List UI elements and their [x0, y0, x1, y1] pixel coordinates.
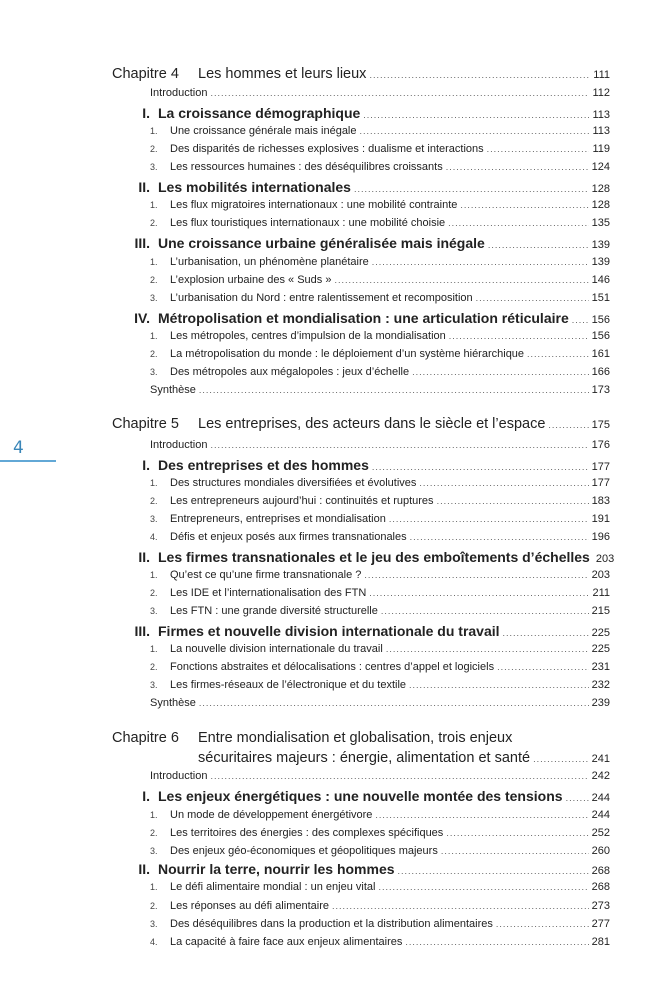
entry-number: 2.	[150, 828, 158, 838]
page-ref: 260	[591, 845, 610, 857]
entry-number: 2.	[150, 496, 158, 506]
toc-entry[interactable]	[150, 845, 610, 857]
page-ref: 191	[591, 513, 610, 525]
dot-leader	[334, 275, 588, 285]
section-numeral: III.	[134, 235, 150, 251]
entry-number: 1.	[150, 570, 158, 580]
entry-title: Des disparités de richesses explosives : dualisme et interactions	[170, 143, 484, 155]
toc-entry[interactable]	[150, 125, 610, 137]
entry-number: 1.	[150, 478, 158, 488]
section-title: Les firmes transnationales et le jeu des emboîtements d’échelles	[158, 549, 590, 565]
entry-number: 2.	[150, 275, 158, 285]
entry-title: Une croissance générale mais inégale	[170, 125, 357, 137]
dot-leader	[503, 628, 589, 638]
entry-number: 4.	[150, 532, 158, 542]
toc-entry[interactable]	[150, 531, 610, 543]
section-heading[interactable]	[108, 861, 610, 877]
page-ref: 176	[591, 439, 610, 451]
dot-leader	[437, 496, 589, 506]
entry-number: 1.	[150, 810, 158, 820]
section-title: Une croissance urbaine généralisée mais inégale	[158, 235, 485, 251]
entry-number: 1.	[150, 257, 158, 267]
chapter-label: Chapitre 4	[112, 66, 179, 82]
page-ref: 281	[591, 936, 610, 948]
entry-title: Des métropoles aux mégalopoles : jeux d’échelle	[170, 366, 410, 378]
dot-leader	[332, 901, 589, 911]
dot-leader	[533, 754, 589, 764]
toc-entry[interactable]	[150, 643, 610, 655]
entry-label: Introduction	[150, 770, 208, 782]
section-title: Nourrir la terre, nourrir les hommes	[158, 861, 395, 877]
dot-leader	[496, 919, 589, 929]
page-ref: 196	[591, 531, 610, 543]
page-ref: 146	[591, 274, 610, 286]
dot-leader	[369, 70, 590, 80]
dot-leader	[448, 218, 588, 228]
page-ref: 166	[591, 366, 610, 378]
page-ref: 173	[591, 384, 610, 396]
dot-leader	[375, 810, 588, 820]
page-ref: 241	[591, 753, 610, 765]
dot-leader	[381, 606, 589, 616]
section-heading[interactable]	[108, 235, 610, 251]
toc-entry[interactable]	[150, 569, 610, 581]
entry-title: La nouvelle division internationale du travail	[170, 643, 383, 655]
entry-number: 2.	[150, 662, 158, 672]
toc-entry[interactable]	[150, 605, 610, 617]
page-ref: 215	[591, 605, 610, 617]
page-ref: 175	[591, 419, 610, 431]
entry-title: Des déséquilibres dans la production et la distribution alimentaires	[170, 918, 493, 930]
toc-entry[interactable]	[150, 495, 610, 507]
entry-title: Les territoires des énergies : des complexes spécifiques	[170, 827, 444, 839]
page-ref: 203	[591, 569, 610, 581]
dot-leader	[372, 257, 589, 267]
section-title: Les enjeux énergétiques : une nouvelle montée des tensions	[158, 788, 563, 804]
section-title: La croissance démographique	[158, 105, 361, 121]
dot-leader	[372, 462, 589, 472]
section-heading[interactable]	[108, 549, 615, 565]
dot-leader	[446, 162, 589, 172]
dot-leader	[199, 698, 589, 708]
page-ref: 161	[591, 348, 610, 360]
entry-title: Les IDE et l’internationalisation des FTN	[170, 587, 367, 599]
page-ref: 124	[591, 161, 610, 173]
chapter-heading[interactable]	[198, 750, 610, 766]
dot-leader	[419, 478, 588, 488]
dot-leader	[210, 771, 588, 781]
page-ref: 273	[591, 900, 610, 912]
page-ref: 156	[591, 330, 610, 342]
section-heading[interactable]	[108, 623, 610, 639]
toc-entry[interactable]	[150, 513, 610, 525]
entry-label: Introduction	[150, 439, 208, 451]
dot-leader	[449, 331, 589, 341]
section-heading[interactable]	[108, 179, 610, 195]
toc-entry[interactable]	[150, 217, 610, 229]
entry-number: 3.	[150, 846, 158, 856]
page-ref: 239	[591, 697, 610, 709]
toc-entry[interactable]	[150, 679, 610, 691]
dot-leader	[487, 144, 590, 154]
entry-number: 1.	[150, 126, 158, 136]
entry-number: 2.	[150, 588, 158, 598]
section-heading[interactable]	[108, 457, 610, 473]
entry-title: Fonctions abstraites et délocalisations : centres d’appel et logiciels	[170, 661, 495, 673]
toc-entry[interactable]	[150, 587, 610, 599]
section-numeral: II.	[138, 861, 150, 877]
entry-number: 3.	[150, 293, 158, 303]
page-ref: 268	[591, 881, 610, 893]
page-ref: 244	[591, 792, 610, 804]
page-ref: 177	[591, 477, 610, 489]
page-number-rule	[0, 460, 56, 462]
toc-entry[interactable]	[150, 809, 610, 821]
page-ref: 183	[591, 495, 610, 507]
entry-label: Synthèse	[150, 384, 196, 396]
entry-number: 3.	[150, 606, 158, 616]
entry-number: 2.	[150, 349, 158, 359]
dot-leader	[369, 588, 589, 598]
section-heading[interactable]	[108, 310, 610, 326]
page-ref: 177	[591, 461, 610, 473]
dot-leader	[460, 200, 588, 210]
dot-leader	[210, 88, 589, 98]
entry-label: Introduction	[150, 87, 208, 99]
dot-leader	[476, 293, 589, 303]
entry-title: Entrepreneurs, entreprises et mondialisation	[170, 513, 386, 525]
dot-leader	[527, 349, 589, 359]
chapter-heading[interactable]	[112, 416, 610, 432]
dot-leader	[572, 315, 589, 325]
toc-entry[interactable]	[150, 477, 610, 489]
page-ref: 119	[592, 143, 610, 155]
dot-leader	[199, 385, 589, 395]
page-ref: 268	[591, 865, 610, 877]
dot-leader	[548, 420, 588, 430]
entry-title: Qu’est ce qu’une firme transnationale ?	[170, 569, 362, 581]
entry-number: 1.	[150, 882, 158, 892]
page-ref: 139	[591, 256, 610, 268]
entry-number: 3.	[150, 514, 158, 524]
toc-entry[interactable]	[150, 881, 610, 893]
page-ref: 242	[591, 770, 610, 782]
toc-entry[interactable]	[150, 366, 610, 378]
entry-number: 3.	[150, 919, 158, 929]
page-ref: 128	[591, 199, 610, 211]
dot-leader	[363, 110, 589, 120]
dot-leader	[354, 184, 589, 194]
entry-number: 1.	[150, 331, 158, 341]
page-ref: 113	[592, 109, 610, 121]
page-ref: 111	[593, 69, 610, 81]
page-ref: 135	[591, 217, 610, 229]
dot-leader	[446, 828, 588, 838]
toc-entry[interactable]	[150, 348, 610, 360]
entry-number: 3.	[150, 680, 158, 690]
dot-leader	[378, 882, 588, 892]
toc-entry-introduction[interactable]	[150, 439, 610, 451]
page-ref: 151	[591, 292, 610, 304]
dot-leader	[497, 662, 589, 672]
page-ref: 128	[591, 183, 610, 195]
toc-entry[interactable]	[150, 827, 610, 839]
page-ref: 139	[591, 239, 610, 251]
chapter-title: Les entreprises, des acteurs dans le siècle et l’espace	[198, 416, 546, 432]
entry-title: L’urbanisation, un phénomène planétaire	[170, 256, 369, 268]
entry-number: 1.	[150, 200, 158, 210]
entry-title: Les FTN : une grande diversité structurelle	[170, 605, 378, 617]
toc-entry[interactable]	[150, 256, 610, 268]
dot-leader	[488, 240, 589, 250]
page-ref: 113	[592, 125, 610, 137]
page-ref: 156	[591, 314, 610, 326]
section-numeral: II.	[138, 549, 150, 565]
section-heading[interactable]	[108, 105, 610, 121]
dot-leader	[389, 514, 589, 524]
entry-title: Défis et enjeux posés aux firmes transnationales	[170, 531, 407, 543]
entry-title: La capacité à faire face aux enjeux alimentaires	[170, 936, 403, 948]
entry-title: Les réponses au défi alimentaire	[170, 900, 329, 912]
page-ref: 211	[592, 587, 610, 599]
chapter-label: Chapitre 5	[112, 416, 179, 432]
page-ref: 231	[591, 661, 610, 673]
entry-title: Des structures mondiales diversifiées et évolutives	[170, 477, 417, 489]
toc-entry[interactable]	[150, 143, 610, 155]
toc-entry-synthese[interactable]	[150, 697, 610, 709]
dot-leader	[364, 570, 588, 580]
dot-leader	[405, 937, 588, 947]
toc-entry[interactable]	[150, 936, 610, 948]
toc-entry-introduction[interactable]	[150, 770, 610, 782]
section-numeral: II.	[138, 179, 150, 195]
section-title: Métropolisation et mondialisation : une articulation réticulaire	[158, 310, 569, 326]
chapter-heading[interactable]	[112, 730, 610, 746]
dot-leader	[441, 846, 589, 856]
entry-title: Les firmes-réseaux de l’électronique et du textile	[170, 679, 407, 691]
page-ref: 203	[595, 553, 615, 565]
section-title: Des entreprises et des hommes	[158, 457, 369, 473]
chapter-title: Les hommes et leurs lieux	[198, 66, 367, 82]
entry-number: 2.	[150, 218, 158, 228]
entry-title: Les entrepreneurs aujourd’hui : continuités et ruptures	[170, 495, 434, 507]
dot-leader	[398, 866, 589, 876]
entry-title: L’urbanisation du Nord : entre ralentissement et recomposition	[170, 292, 473, 304]
toc-entry[interactable]	[150, 199, 610, 211]
chapter-label: Chapitre 6	[112, 730, 179, 746]
entry-title: Les flux migratoires internationaux : une mobilité contrainte	[170, 199, 458, 211]
dot-leader	[410, 532, 589, 542]
toc-entry[interactable]	[150, 161, 610, 173]
entry-label: Synthèse	[150, 697, 196, 709]
toc-entry[interactable]	[150, 274, 610, 286]
entry-number: 2.	[150, 901, 158, 911]
toc-entry-synthese[interactable]	[150, 384, 610, 396]
dot-leader	[409, 680, 589, 690]
section-title: Les mobilités internationales	[158, 179, 351, 195]
dot-leader	[386, 644, 589, 654]
chapter-title: Entre mondialisation et globalisation, trois enjeux	[198, 730, 513, 746]
toc-entry-introduction[interactable]	[150, 87, 610, 99]
chapter-heading[interactable]	[112, 66, 610, 82]
toc-entry[interactable]	[150, 330, 610, 342]
page-ref: 232	[591, 679, 610, 691]
toc-entry[interactable]	[150, 918, 610, 930]
entry-title: Le défi alimentaire mondial : un enjeu vital	[170, 881, 376, 893]
entry-title: Un mode de développement énergétivore	[170, 809, 373, 821]
section-numeral: I.	[142, 457, 150, 473]
section-heading[interactable]	[108, 788, 610, 804]
page-ref: 252	[591, 827, 610, 839]
entry-number: 3.	[150, 367, 158, 377]
page-ref: 112	[592, 87, 610, 99]
section-numeral: III.	[134, 623, 150, 639]
dot-leader	[210, 440, 588, 450]
chapter-title: sécuritaires majeurs : énergie, alimentation et santé	[198, 750, 531, 766]
entry-title: L’explosion urbaine des « Suds »	[170, 274, 332, 286]
entry-title: Les métropoles, centres d’impulsion de la mondialisation	[170, 330, 446, 342]
entry-title: Des enjeux géo-économiques et géopolitiques majeurs	[170, 845, 438, 857]
page-ref: 277	[591, 918, 610, 930]
entry-number: 4.	[150, 937, 158, 947]
section-numeral: IV.	[134, 310, 150, 326]
page-number: 4	[13, 438, 24, 458]
toc-entry[interactable]	[150, 292, 610, 304]
page-ref: 225	[591, 643, 610, 655]
section-numeral: I.	[142, 788, 150, 804]
toc-entry[interactable]	[150, 900, 610, 912]
entry-number: 3.	[150, 162, 158, 172]
section-numeral: I.	[142, 105, 150, 121]
entry-title: Les ressources humaines : des déséquilibres croissants	[170, 161, 443, 173]
page-ref: 244	[591, 809, 610, 821]
dot-leader	[360, 126, 590, 136]
entry-number: 1.	[150, 644, 158, 654]
entry-title: La métropolisation du monde : le déploiement d’un système hiérarchique	[170, 348, 525, 360]
dot-leader	[566, 793, 589, 803]
entry-number: 2.	[150, 144, 158, 154]
entry-title: Les flux touristiques internationaux : une mobilité choisie	[170, 217, 446, 229]
toc-entry[interactable]	[150, 661, 610, 673]
dot-leader	[412, 367, 589, 377]
page-ref: 225	[591, 627, 610, 639]
section-title: Firmes et nouvelle division internationale du travail	[158, 623, 500, 639]
